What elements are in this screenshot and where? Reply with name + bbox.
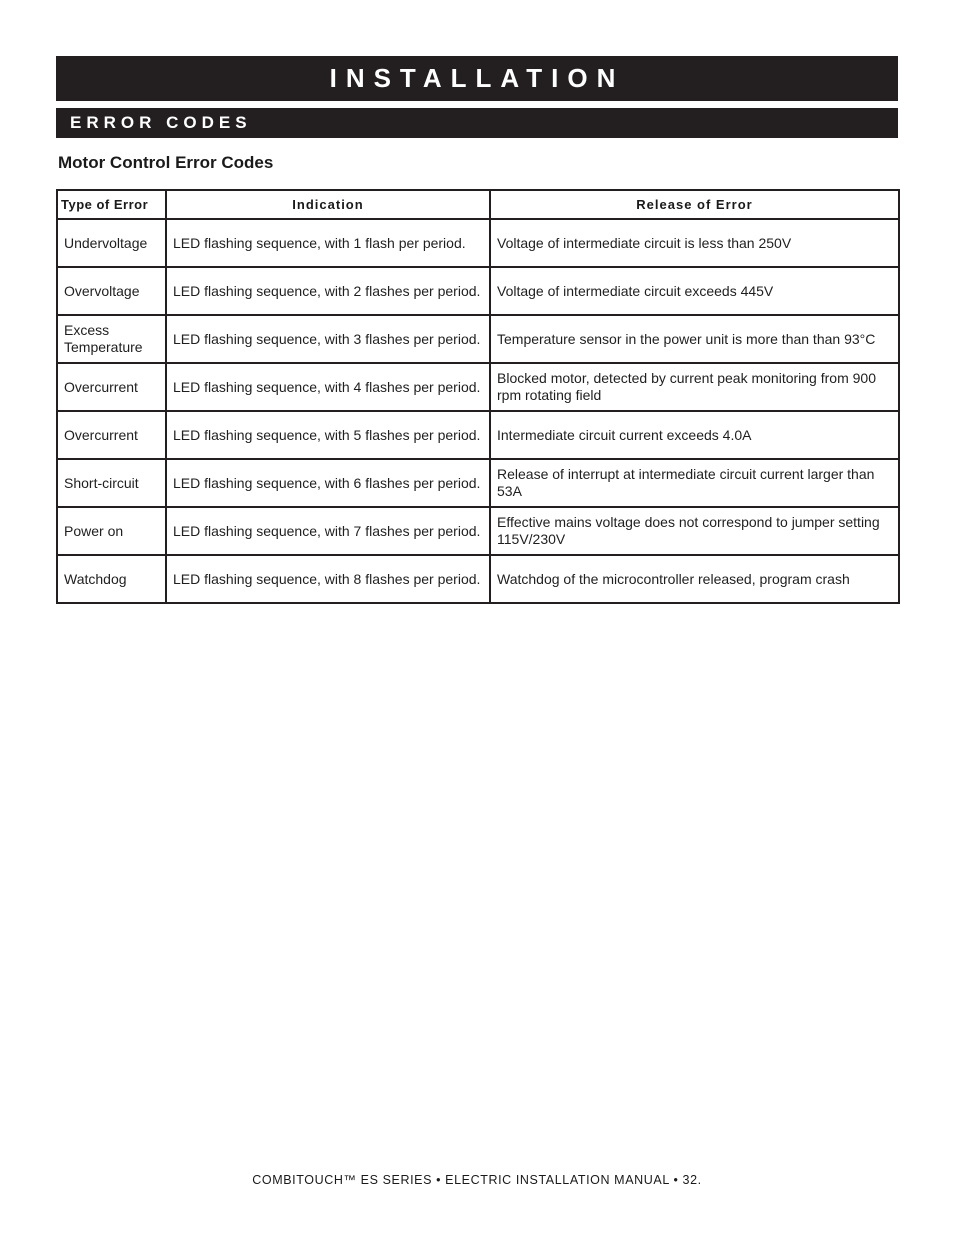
table-row	[57, 459, 899, 507]
table-header-row	[57, 190, 899, 219]
error-type-cell: Overcurrent	[57, 411, 166, 459]
indication-cell: LED flashing sequence, with 8 flashes per period.	[166, 555, 490, 603]
error-type-cell: Undervoltage	[57, 219, 166, 267]
installation-banner	[56, 56, 898, 101]
error-codes-table	[56, 189, 900, 604]
column-header-release: Release of Error	[490, 190, 899, 219]
release-cell: Blocked motor, detected by current peak monitoring from 900 rpm rotating field	[490, 363, 899, 411]
error-type-cell: Power on	[57, 507, 166, 555]
error-type-cell: Overvoltage	[57, 267, 166, 315]
indication-cell: LED flashing sequence, with 7 flashes per period.	[166, 507, 490, 555]
release-cell: Intermediate circuit current exceeds 4.0A	[490, 411, 899, 459]
indication-cell: LED flashing sequence, with 4 flashes per period.	[166, 363, 490, 411]
indication-cell: LED flashing sequence, with 3 flashes per period.	[166, 315, 490, 363]
error-codes-banner	[56, 108, 898, 138]
indication-cell: LED flashing sequence, with 2 flashes per period.	[166, 267, 490, 315]
release-cell: Watchdog of the microcontroller released, program crash	[490, 555, 899, 603]
error-type-cell: Watchdog	[57, 555, 166, 603]
column-header-type: Type of Error	[57, 190, 166, 219]
release-cell: Voltage of intermediate circuit exceeds 445V	[490, 267, 899, 315]
table-row	[57, 555, 899, 603]
table-row	[57, 219, 899, 267]
column-header-indication: Indication	[166, 190, 490, 219]
section-banner-title: ERROR CODES	[70, 113, 252, 132]
table-row	[57, 315, 899, 363]
table-row	[57, 267, 899, 315]
release-cell: Effective mains voltage does not correspond to jumper setting 115V/230V	[490, 507, 899, 555]
error-type-cell: Excess Temperature	[57, 315, 166, 363]
error-type-cell: Overcurrent	[57, 363, 166, 411]
release-cell: Release of interrupt at intermediate circuit current larger than 53A	[490, 459, 899, 507]
table-row	[57, 363, 899, 411]
error-type-cell: Short-circuit	[57, 459, 166, 507]
page-footer: COMBITOUCH™ ES SERIES • ELECTRIC INSTALLATION MANUAL • 32.	[252, 1173, 702, 1187]
indication-cell: LED flashing sequence, with 5 flashes per period.	[166, 411, 490, 459]
table-row	[57, 507, 899, 555]
table-heading: Motor Control Error Codes	[58, 153, 274, 172]
release-cell: Temperature sensor in the power unit is more than than 93°C	[490, 315, 899, 363]
indication-cell: LED flashing sequence, with 6 flashes per period.	[166, 459, 490, 507]
page-title: INSTALLATION	[329, 63, 625, 93]
indication-cell: LED flashing sequence, with 1 flash per period.	[166, 219, 490, 267]
table-row	[57, 411, 899, 459]
release-cell: Voltage of intermediate circuit is less than 250V	[490, 219, 899, 267]
